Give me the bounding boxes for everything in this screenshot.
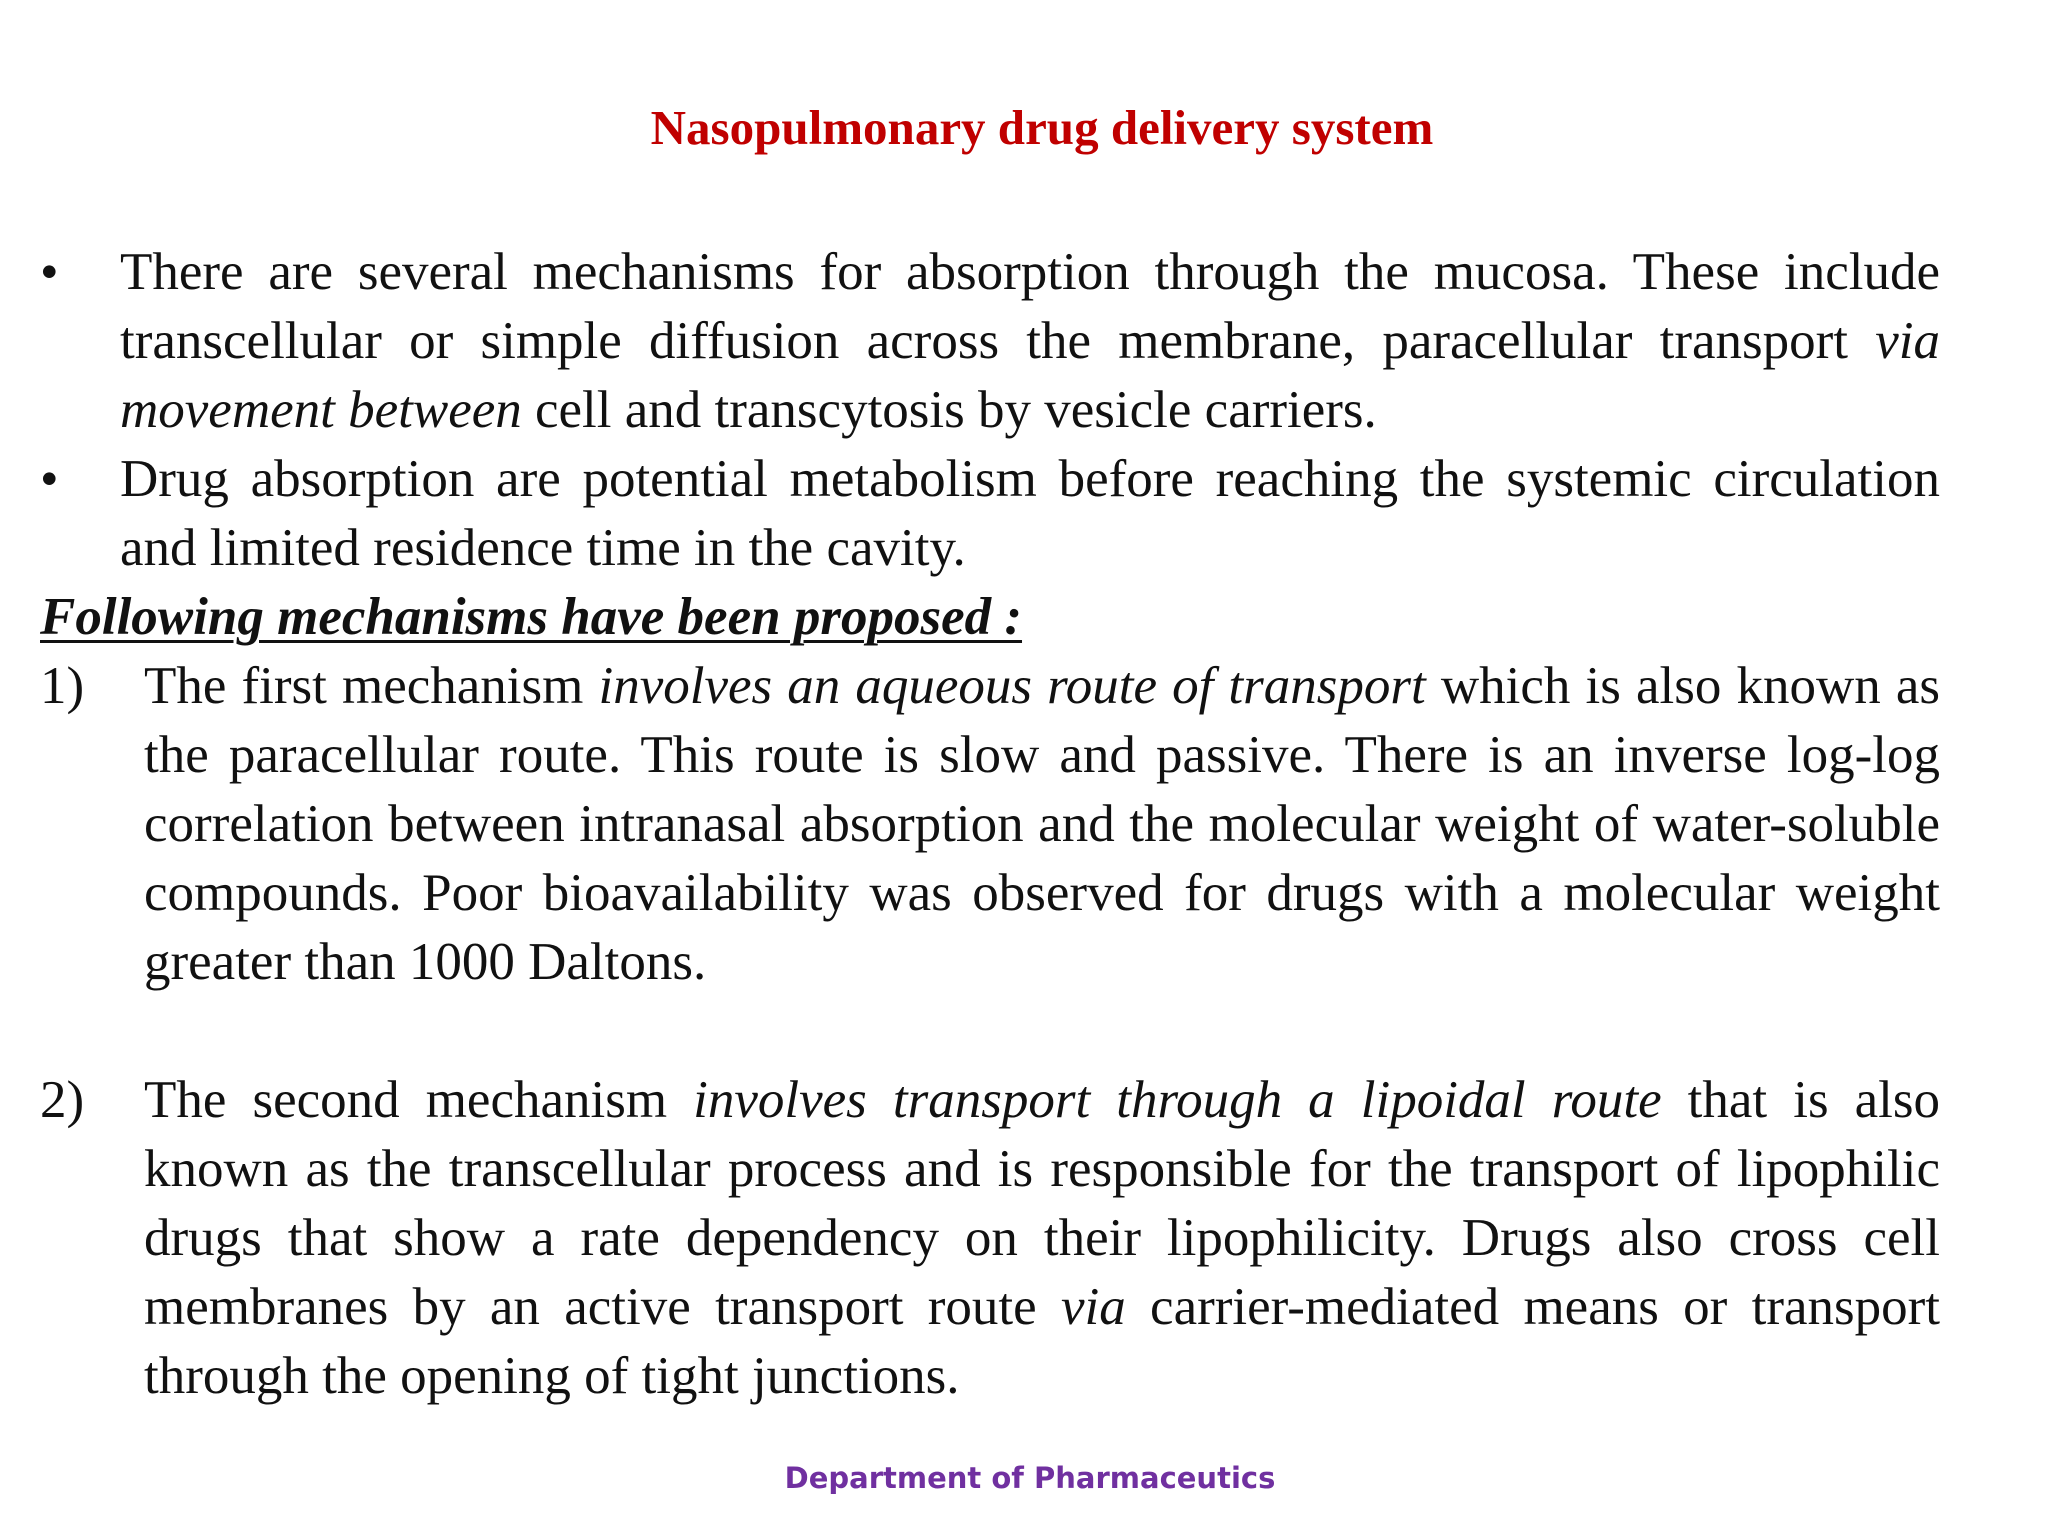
item-text-part: The first mechanism	[144, 657, 599, 715]
bullet-item-1	[40, 238, 1940, 445]
bullet-item-2	[40, 445, 1940, 583]
section-heading-row	[40, 583, 1940, 652]
slide-title: Nasopulmonary drug delivery system	[650, 100, 1434, 155]
item-text-part: carrier-mediated means or transport through the opening of tight junctions.	[144, 1278, 1941, 1405]
spacer	[40, 997, 1940, 1066]
item-text-part: which is also known as the paracellular route. This route is slow and passive. There is an inverse log-log correlation between intranasal absorption and the molecular weight of water-soluble compounds. Poor bioavailability was observed for drugs with a molecular weight greater than 1000 Daltons.	[144, 657, 1940, 991]
number-marker: 1)	[40, 657, 85, 715]
slide-content	[40, 238, 1940, 1411]
bullet-text-italic: via movement between	[120, 312, 1940, 439]
item-text-part: that is also known as the transcellular process and is responsible for the transport of lipophilic drugs that show a rate dependency on their lipophilicity. Drugs also cross cell membranes by an active transport route	[144, 1071, 1941, 1336]
bullet-text-part: cell and transcytosis by vesicle carriers.	[521, 381, 1377, 439]
numbered-item-text	[144, 1066, 1940, 1411]
numbered-item-2	[40, 1066, 1940, 1411]
item-text-italic: via	[1061, 1278, 1126, 1336]
bullet-text	[120, 238, 1940, 445]
item-text-italic: involves transport through a lipoidal route	[693, 1071, 1662, 1129]
bullet-marker: •	[40, 243, 59, 301]
item-text-italic: involves an aqueous route of transport	[598, 657, 1426, 715]
bullet-marker: •	[40, 450, 59, 508]
bullet-text: Drug absorption are potential metabolism before reaching the systemic circulation and limited residence time in the cavity.	[120, 450, 1940, 577]
item-text-part: The second mechanism	[144, 1071, 694, 1129]
numbered-item-1	[40, 652, 1940, 997]
number-marker: 2)	[40, 1071, 85, 1129]
bullet-text-part: There are several mechanisms for absorption through the mucosa. These include transcellular or simple diffusion across the membrane, paracellular transport	[120, 243, 1940, 370]
numbered-item-text	[144, 652, 1940, 997]
section-heading: Following mechanisms have been proposed :	[40, 588, 1023, 646]
footer-department: Department of Pharmaceutics	[784, 1461, 1276, 1495]
